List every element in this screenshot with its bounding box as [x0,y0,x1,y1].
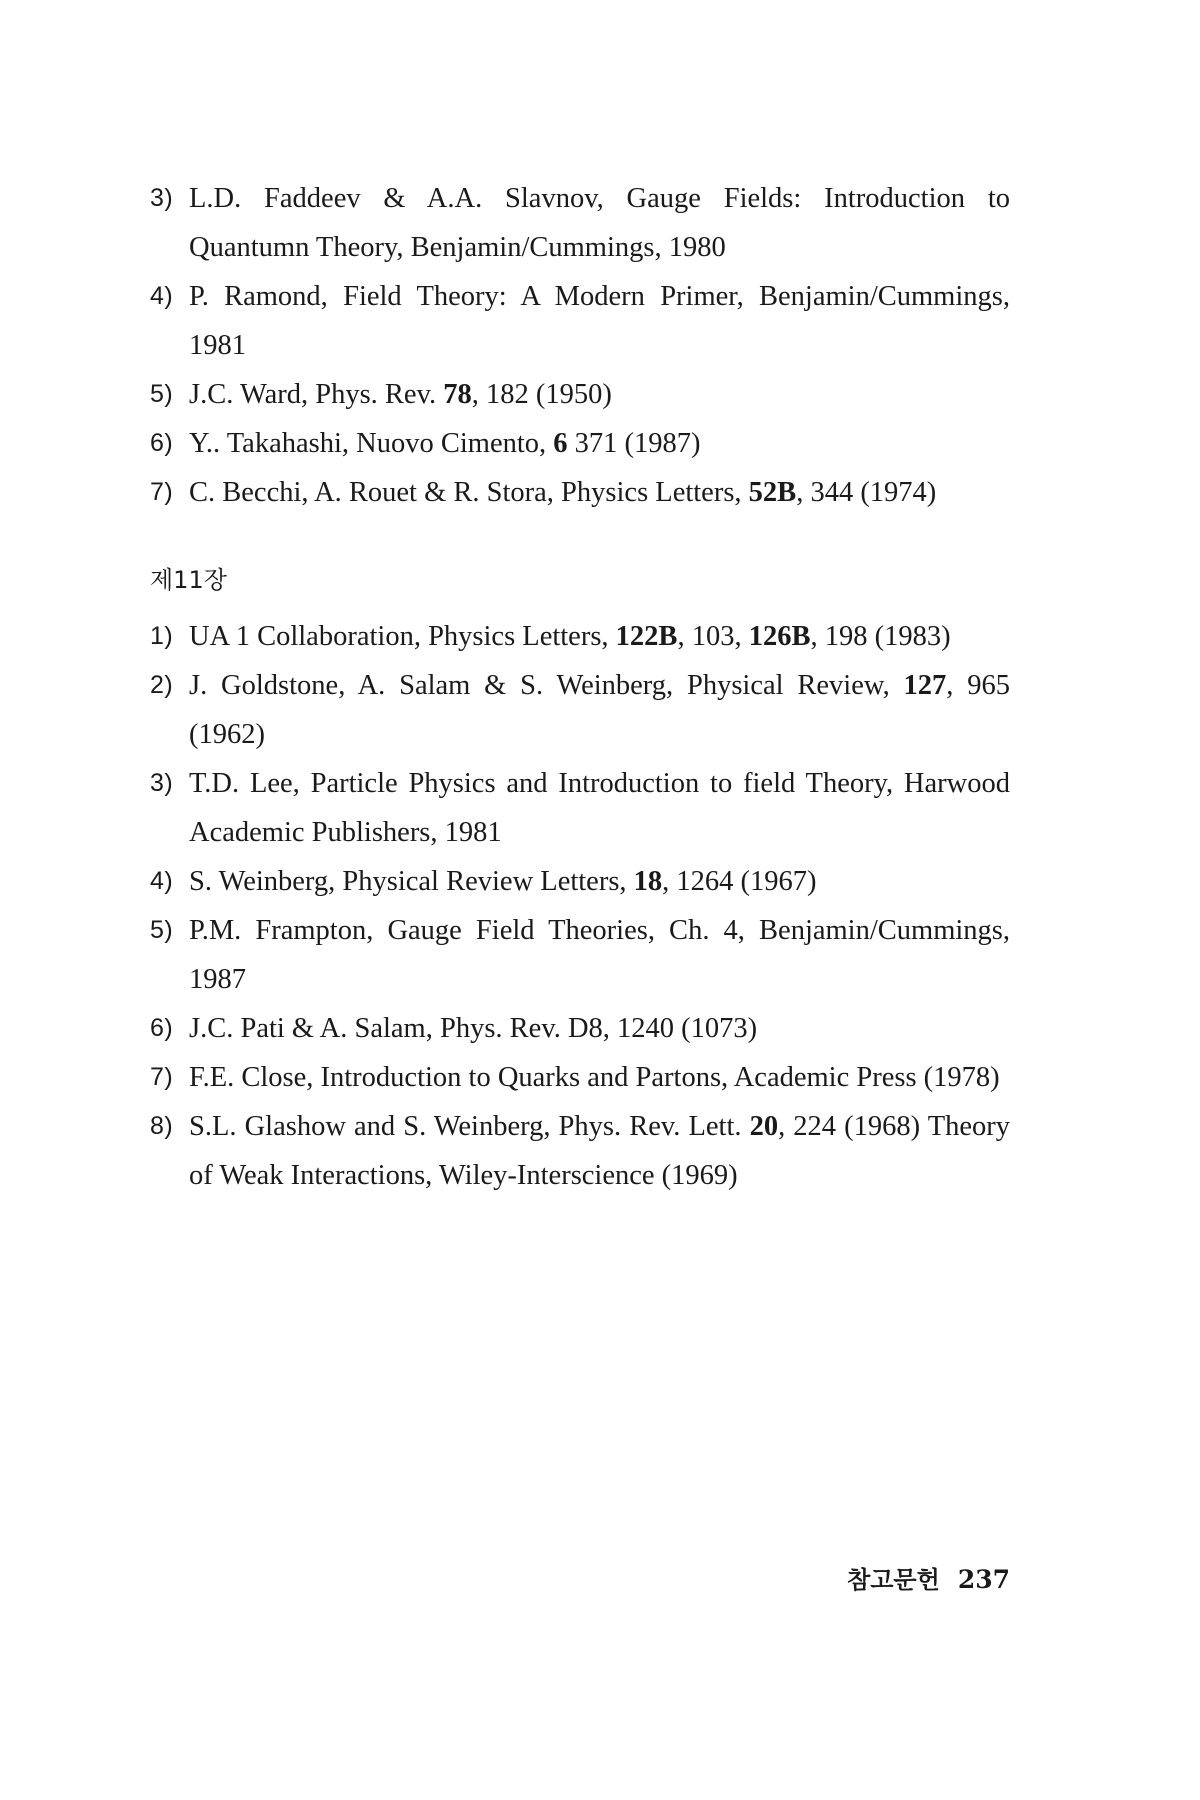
reference-list-previous-chapter [150,174,1010,517]
reference-entry [150,612,1010,661]
citation-text: P. Ramond, Field Theory: A Modern Primer, Benjamin/Cummings, 1981 [189,281,1010,361]
reference-citation [189,857,1010,906]
volume-number: 126B [748,621,811,652]
citation-text: , 103, [677,621,749,652]
citation-text: UA 1 Collaboration, Physics Letters, [189,621,616,652]
reference-number: 7) [150,478,174,506]
reference-entry [150,174,1010,272]
citation-text: J. Goldstone, A. Salam & S. Weinberg, Physical Review, [189,670,904,701]
reference-list-chapter-11 [150,612,1010,1200]
reference-number: 6) [150,1014,174,1042]
page-footer [790,1560,1010,1595]
reference-number: 6) [150,429,174,457]
reference-entry [150,661,1010,759]
reference-number: 4) [150,867,174,895]
volume-number: 6 [553,428,568,459]
reference-number: 5) [150,916,174,944]
reference-entry [150,857,1010,906]
reference-citation [189,759,1010,857]
reference-citation [189,419,1010,468]
volume-number: 18 [633,866,663,897]
reference-citation [189,906,1010,1004]
reference-entry [150,906,1010,1004]
citation-text: S.L. Glashow and S. Weinberg, Phys. Rev. Lett. [189,1111,750,1142]
reference-number: 1) [150,622,174,650]
reference-entry [150,419,1010,468]
citation-text: P.M. Frampton, Gauge Field Theories, Ch. 4, Benjamin/Cummings, 1987 [189,915,1010,995]
reference-citation [189,370,1010,419]
chapter-heading: 제11장 [150,566,227,594]
volume-number: 20 [749,1111,779,1142]
reference-entry [150,1102,1010,1200]
reference-citation [189,468,1010,517]
reference-number: 4) [150,282,174,310]
reference-entry [150,370,1010,419]
citation-text: 371 (1987) [567,428,701,459]
volume-number: 52B [748,477,797,508]
citation-text: S. Weinberg, Physical Review Letters, [189,866,634,897]
reference-number: 3) [150,184,174,212]
reference-number: 2) [150,671,174,699]
citation-text: , 198 (1983) [810,621,951,652]
volume-number: 78 [443,379,472,410]
citation-text: Y.. Takahashi, Nuovo Cimento, [189,428,554,459]
volume-number: 127 [903,670,947,701]
citation-text: T.D. Lee, Particle Physics and Introduction to field Theory, Harwood Academic Publishers, 1981 [189,768,1010,848]
citation-text: J.C. Ward, Phys. Rev. [189,379,444,410]
reference-entry [150,272,1010,370]
reference-citation [189,1004,1010,1053]
citation-text: J.C. Pati & A. Salam, Phys. Rev. D8, 1240 (1073) [189,1013,758,1044]
citation-text: L.D. Faddeev & A.A. Slavnov, Gauge Fields: Introduction to Quantumn Theory, Benjamin/Cummings, 1980 [189,183,1010,263]
reference-citation [189,174,1010,272]
page-number: 237 [957,1565,1010,1594]
reference-entry [150,1053,1010,1102]
citation-text: , 965 (1962) [189,670,1010,750]
reference-entry [150,759,1010,857]
reference-citation [189,1102,1010,1200]
reference-citation [189,661,1010,759]
citation-text: , 224 (1968) Theory of Weak Interactions, Wiley-Interscience (1969) [189,1111,1010,1191]
citation-text: C. Becchi, A. Rouet & R. Stora, Physics Letters, [189,477,749,508]
reference-entry [150,468,1010,517]
volume-number: 122B [615,621,678,652]
citation-text: , 1264 (1967) [662,866,817,897]
citation-text: , 182 (1950) [471,379,612,410]
citation-text: F.E. Close, Introduction to Quarks and Partons, Academic Press (1978) [189,1062,1000,1093]
citation-text: , 344 (1974) [796,477,937,508]
reference-number: 8) [150,1112,174,1140]
reference-number: 5) [150,380,174,408]
reference-number: 7) [150,1063,174,1091]
reference-citation [189,272,1010,370]
reference-citation [189,1053,1010,1102]
reference-citation [189,612,1010,661]
reference-entry [150,1004,1010,1053]
reference-number: 3) [150,769,174,797]
running-title: 참고문헌 [847,1566,940,1594]
